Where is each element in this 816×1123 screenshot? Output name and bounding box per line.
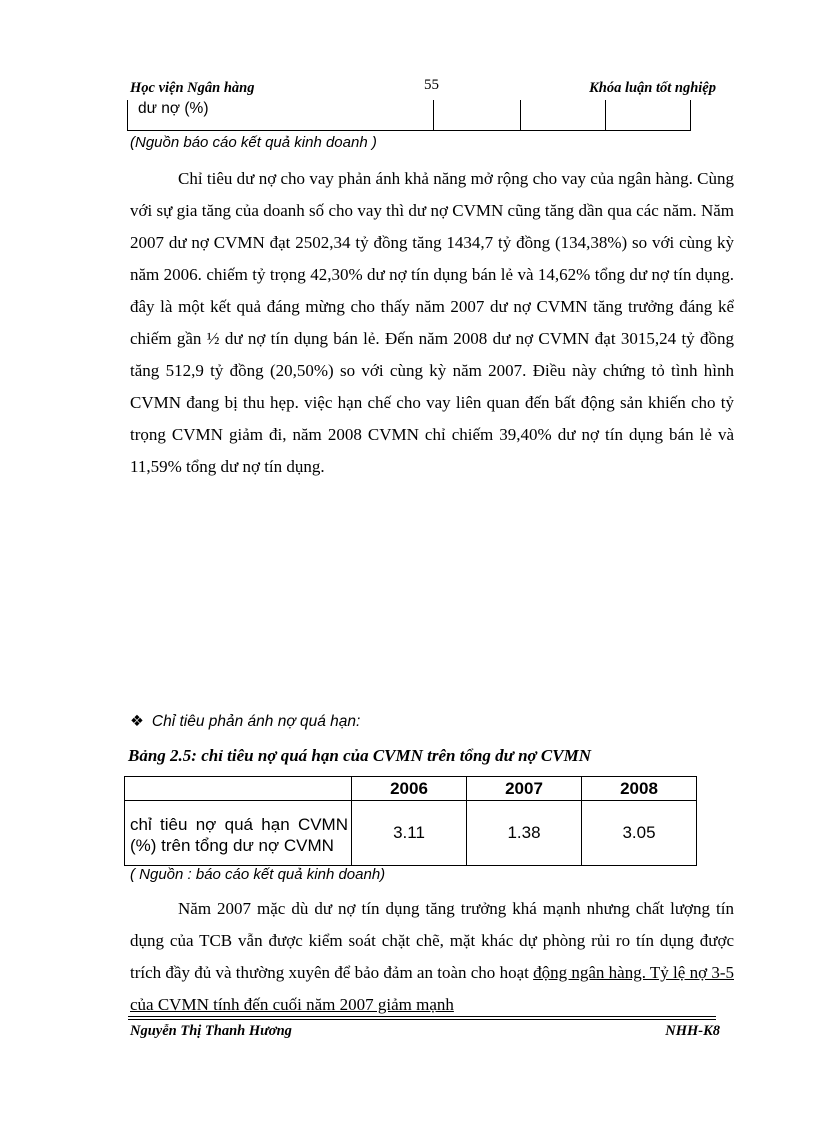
page-number: 55 [424,77,439,93]
table-row [125,801,697,866]
footer-class: NHH-K8 [665,1023,720,1039]
paragraph-loan-quality [130,893,734,1021]
table-header-blank [125,777,352,801]
table-title: Bảng 2.5: chỉ tiêu nợ quá hạn của CVMN trên tổng dư nợ CVMN [128,746,591,765]
table-cell [606,100,691,131]
header-institution: Học viện Ngân hàng [130,80,255,96]
table-header-year: 2006 [352,777,467,801]
table-cell-value: 1.38 [467,801,582,866]
table-cell-value: 3.11 [352,801,467,866]
footer-divider [128,1019,716,1020]
table-cell-value: 3.05 [582,801,697,866]
table-cell [434,100,521,131]
table-cell [521,100,606,131]
header-document-type: Khóa luận tốt nghiệp [589,80,716,96]
table-row [128,100,691,131]
diamond-bullet-icon: ❖ [130,713,144,730]
table-cell-label: dư nợ (%) [128,100,434,131]
table-header-row [125,777,697,801]
footer-author: Nguyễn Thị Thanh Hương [130,1023,292,1039]
footer-divider [128,1016,716,1017]
table-row-label: chỉ tiêu nợ quá hạn CVMN (%) trên tổng dư nợ CVMN [125,801,352,866]
previous-table-fragment [127,100,691,131]
section-heading-text: Chỉ tiêu phản ánh nợ quá hạn: [151,713,361,730]
table-header-year: 2008 [582,777,697,801]
overdue-ratio-table [124,776,697,866]
table-header-year: 2007 [467,777,582,801]
paragraph-outstanding-loans: Chỉ tiêu dư nợ cho vay phản ánh khả năng mở rộng cho vay của ngân hàng. Cùng với sự gia tăng của doanh số cho vay thì dư nợ CVMN cũng tăng dần qua các năm. Năm 2007 dư nợ CVMN đạt 2502,34 tỷ đồng tăng 1434,7 tỷ đồng (134,38%) so với cùng kỳ năm 2006. chiếm tỷ trọng 42,30% dư nợ tín dụng bán lẻ và 14,62% tổng dư nợ tín dụng. đây là một kết quả đáng mừng cho thấy năm 2007 dư nợ CVMN tăng trưởng đáng kể chiếm gần ½ dư nợ tín dụng bán lẻ. Đến năm 2008 dư nợ CVMN đạt 3015,24 tỷ đồng tăng 512,9 tỷ đồng (20,50%) so với cùng kỳ năm 2007. Điều này chứng tỏ tình hình CVMN đang bị thu hẹp. việc hạn chế cho vay liên quan đến bất động sản khiến cho tỷ trọng CVMN giảm đi, năm 2008 CVMN chỉ chiếm 39,40% dư nợ tín dụng bán lẻ và 11,59% tổng dư nợ tín dụng. [130,169,734,476]
source-note: (Nguồn báo cáo kết quả kinh doanh ) [130,134,377,151]
paragraph-text-underlined: động ngân hàng. Tỷ lệ nợ 3-5 của CVMN tính đến cuối năm 2007 giảm mạnh [130,963,734,1014]
section-heading-overdue [130,712,360,731]
paragraph-text: Năm 2007 mặc dù dư nợ tín dụng tăng trưởng khá mạnh nhưng chất lượng tín dụng của TCB vẫn được kiểm soát chặt chẽ, mặt khác dự phòng rủi ro tín dụng được trích đầy đủ và thường xuyên để bảo đảm an toàn cho hoạt [130,899,734,982]
source-note: ( Nguồn : báo cáo kết quả kinh doanh) [130,866,386,883]
